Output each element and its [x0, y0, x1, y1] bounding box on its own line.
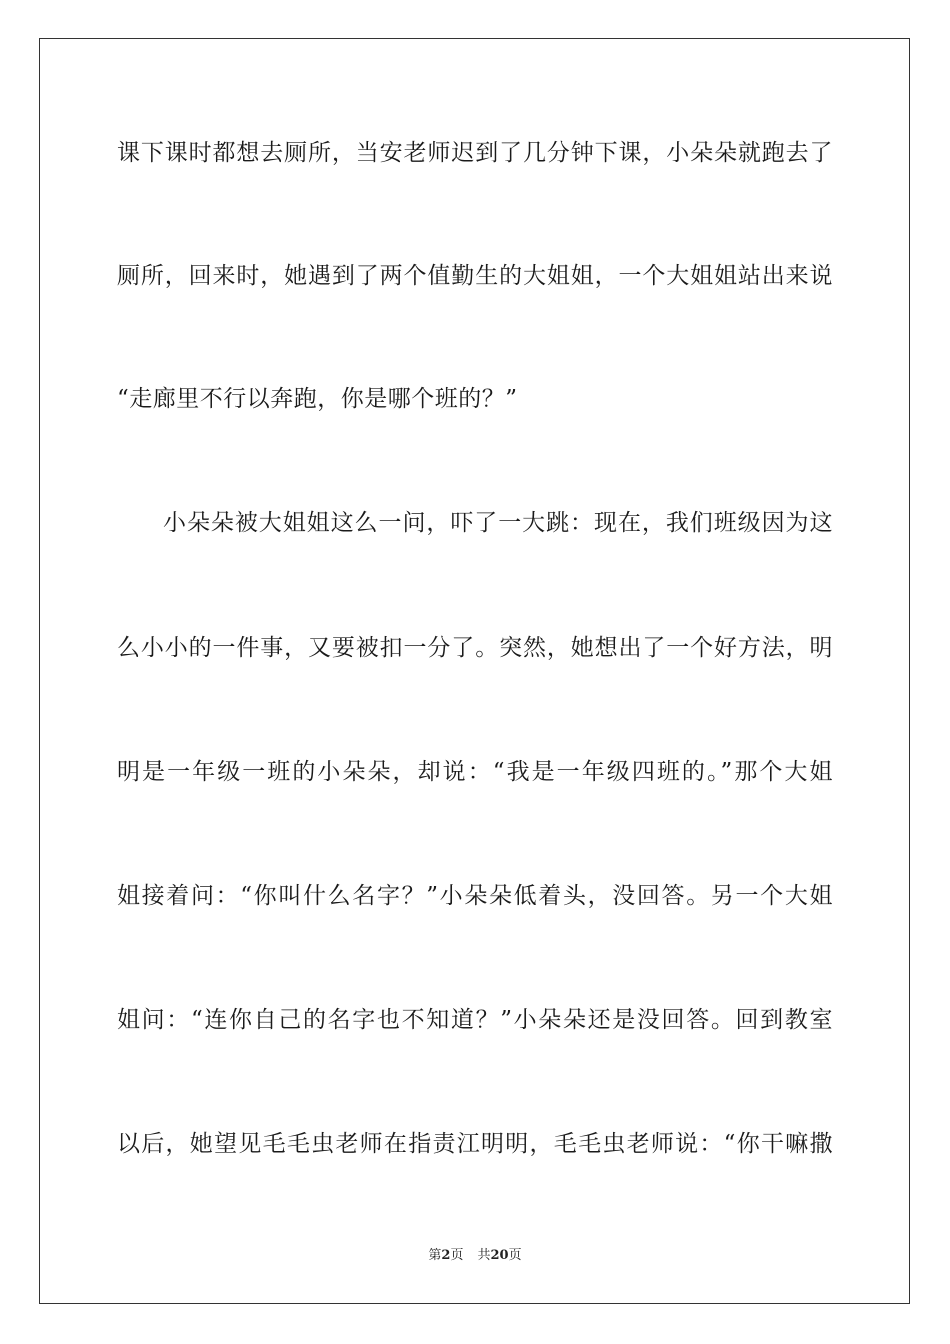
body-line-5: 么小小的一件事，又要被扣一分了。突然，她想出了一个好方法，明 — [117, 635, 833, 661]
footer-total-number: 20 — [490, 1248, 509, 1263]
footer-page-suffix: 页 — [450, 1248, 464, 1263]
footer-page-number: 2 — [441, 1248, 451, 1263]
body-line-4: 小朵朵被大姐姐这么一问，吓了一大跳：现在，我们班级因为这 — [163, 510, 833, 536]
body-line-9: 以后，她望见毛毛虫老师在指责江明明，毛毛虫老师说：“你干嘛撒 — [117, 1131, 833, 1157]
page-footer — [0, 1247, 950, 1265]
footer-page-prefix: 第 — [428, 1248, 442, 1263]
body-line-1: 课下课时都想去厕所，当安老师迟到了几分钟下课，小朵朵就跑去了 — [117, 140, 833, 166]
body-line-3: “走廊里不行以奔跑，你是哪个班的？” — [117, 386, 518, 412]
page-border — [39, 38, 910, 1304]
footer-total-suffix: 页 — [508, 1248, 522, 1263]
body-line-8: 姐问：“连你自己的名字也不知道？”小朵朵还是没回答。回到教室 — [117, 1007, 833, 1033]
body-line-6: 明是一年级一班的小朵朵，却说：“我是一年级四班的。”那个大姐 — [117, 759, 833, 785]
body-line-7: 姐接着问：“你叫什么名字？”小朵朵低着头，没回答。另一个大姐 — [117, 883, 833, 909]
footer-total-prefix: 共 — [477, 1248, 491, 1263]
body-line-2: 厕所，回来时，她遇到了两个值勤生的大姐姐，一个大姐姐站出来说 — [117, 263, 833, 289]
